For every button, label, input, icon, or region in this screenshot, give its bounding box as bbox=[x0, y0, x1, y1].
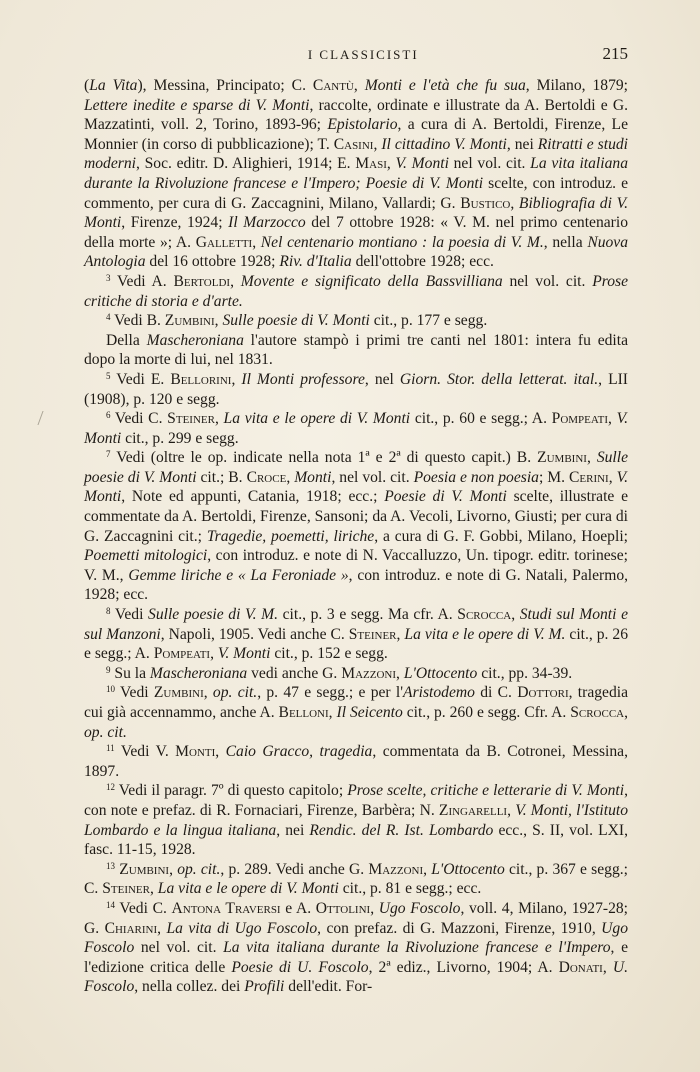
footnote-number: 9 bbox=[106, 664, 111, 675]
text-run: , raccolte, ordinate e illustrate da A. Bertoldi e G. Mazzatinti, voll. 2, Torino, 1893-96; bbox=[84, 96, 628, 134]
text-run: di C. bbox=[474, 684, 518, 702]
italic-title: V. Monti bbox=[395, 155, 449, 173]
italic-title: op. cit. bbox=[212, 684, 258, 702]
text-run: , nella bbox=[543, 233, 588, 251]
footnote-number: 13 bbox=[106, 860, 115, 871]
italic-title: Aristodemo bbox=[403, 684, 475, 702]
page-number: 215 bbox=[602, 44, 628, 63]
footnote-n8 bbox=[84, 605, 628, 664]
italic-title: Rendic. del R. Ist. Lombardo bbox=[309, 821, 494, 839]
italic-title: V. Monti bbox=[84, 468, 629, 506]
text-run: cit., p. 60 e segg.; A. bbox=[410, 410, 552, 428]
footnote-number: 11 bbox=[106, 743, 115, 754]
footnote-n4b bbox=[84, 331, 628, 370]
text-run: cit., p. 81 e segg.; ecc. bbox=[338, 880, 482, 898]
text-run: , bbox=[203, 684, 213, 702]
footnote-cont bbox=[84, 76, 628, 272]
text-run: , Napoli, 1905. Vedi anche C. bbox=[160, 625, 349, 643]
footnote-n11 bbox=[84, 742, 628, 781]
italic-title: La vita italiana durante la Rivoluzione francese e l'Impero; Poesie di V. Monti bbox=[84, 155, 628, 192]
italic-title: Epistolario bbox=[327, 116, 398, 134]
text-run: Vedi (oltre le op. indicate nella nota 1ª e 2ª di questo capit.) B. bbox=[110, 449, 538, 467]
text-run: , bbox=[353, 77, 365, 94]
italic-title: Poesie di U. Foscolo bbox=[231, 958, 369, 976]
text-run: cit., p. 152 e segg. bbox=[270, 645, 388, 663]
italic-title: Ugo Foscolo bbox=[378, 899, 461, 917]
text-run: del 7 ottobre 1928: « V. M. nel primo centenario della morte »; A. bbox=[84, 214, 628, 251]
text-run: , nei bbox=[506, 135, 538, 153]
author-name: Steiner bbox=[348, 625, 397, 643]
text-run: , Milano, 1879; bbox=[525, 77, 628, 94]
author-name: Bustico bbox=[460, 194, 511, 212]
text-run: , tragedia cui già accennammo, anche A. bbox=[84, 684, 629, 721]
text-run: cit., p. 299 e segg. bbox=[121, 429, 239, 447]
footnote-n6 bbox=[84, 409, 628, 448]
text-run: , voll. 4, Milano, 1927-28; G. bbox=[84, 899, 629, 937]
italic-title: Sulle poesie di V. Monti bbox=[222, 312, 370, 330]
italic-title: La vita e le opere di V. Monti bbox=[223, 410, 411, 428]
text-run: nel vol. cit. bbox=[134, 939, 224, 957]
author-name: Antona Traversi bbox=[171, 899, 281, 917]
italic-title: L'Ottocento bbox=[403, 664, 478, 682]
text-run: scelte, con introduz. e commento, per cura di G. Zaccagnini, Milano, Vallardi; G. bbox=[84, 174, 628, 212]
text-run: , con prefaz. di G. Mazzoni, Firenze, 1910, bbox=[317, 919, 602, 937]
text-run: , bbox=[149, 880, 158, 898]
text-run: Vedi il paragr. 7º di questo capitolo; bbox=[115, 782, 348, 800]
italic-title: Il Monti professore bbox=[241, 370, 365, 388]
text-run: Vedi E. bbox=[110, 370, 171, 388]
text-run: , commentata da B. Cotronei, Messina, 1897. bbox=[84, 743, 629, 780]
italic-title: La vita e le opere di V. Monti bbox=[157, 880, 339, 898]
italic-title: Nuova Antologia bbox=[84, 233, 629, 271]
author-name: Scrocca bbox=[570, 704, 625, 721]
text-run: , bbox=[386, 155, 396, 173]
text-run: Della bbox=[106, 331, 147, 349]
text-run: Vedi C. bbox=[115, 899, 172, 917]
text-run: cit.; B. bbox=[196, 468, 247, 486]
text-run: , 2ª ediz., Livorno, 1904; A. bbox=[368, 958, 559, 976]
italic-title: La vita e le opere di V. M. bbox=[404, 625, 566, 643]
italic-title: La Vita bbox=[89, 77, 138, 94]
margin-pencil-mark bbox=[37, 411, 51, 425]
author-name: Zumbini bbox=[119, 860, 170, 878]
text-run: scelte, illustrate e commentate da A. Bertoldi, Firenze, Sansoni; da A. Vecoli, Livorno, Giusti; per cura di G. Zaccagnini cit.; bbox=[84, 488, 628, 545]
text-run: , bbox=[157, 919, 167, 937]
italic-title: Prose scelte, critiche e letterarie di V. Monti bbox=[347, 782, 625, 800]
text-run: dell'edit. For- bbox=[284, 978, 373, 996]
footnote-n14 bbox=[84, 899, 628, 997]
text-run: nel vol. cit. bbox=[502, 272, 593, 290]
text-run: , bbox=[511, 606, 520, 624]
italic-title: Il cittadino V. Monti bbox=[381, 135, 507, 153]
text-run: , bbox=[286, 468, 295, 486]
author-name: Zumbini bbox=[164, 312, 215, 330]
text-run: , bbox=[608, 468, 617, 486]
text-run: , LII (1908), p. 120 e segg. bbox=[84, 370, 628, 408]
footnote-n9 bbox=[84, 664, 628, 684]
author-name: Steiner bbox=[102, 880, 150, 898]
italic-title: Il Marzocco bbox=[228, 214, 306, 232]
author-name: Mazzoni bbox=[341, 664, 397, 682]
author-name: Pompeati bbox=[153, 645, 211, 663]
italic-title: Lettere inedite e sparse di V. Monti bbox=[84, 96, 310, 114]
italic-title: Ugo Foscolo bbox=[84, 919, 629, 957]
footnote-number: 14 bbox=[106, 899, 115, 910]
author-name: Ottolini bbox=[315, 899, 371, 917]
italic-title: Monti bbox=[294, 468, 332, 486]
text-run: , bbox=[252, 233, 261, 251]
page-header bbox=[84, 44, 628, 66]
text-run: l'autore stampò i primi tre canti nel 1801: intera fu edita dopo la morte di lui, nel 1831. bbox=[84, 331, 629, 369]
italic-title: Studi sul Monti e sul Manzoni bbox=[84, 606, 629, 643]
italic-title: Nel centenario montiano : la poesia di V. M. bbox=[260, 233, 544, 251]
author-name: Bellorini bbox=[170, 370, 232, 388]
text-run: , bbox=[586, 449, 597, 467]
italic-title: Ritratti e studi moderni bbox=[84, 135, 628, 173]
author-name: Scrocca bbox=[457, 606, 512, 624]
italic-title: Gemme liriche e « La Feroniade » bbox=[128, 566, 349, 584]
italic-title: Monti e l'età che fu sua bbox=[364, 77, 526, 94]
text-run: nel vol. cit. bbox=[448, 155, 531, 173]
text-run: Vedi B. bbox=[110, 312, 165, 330]
text-run: , bbox=[214, 312, 223, 330]
text-run: , nel bbox=[364, 370, 400, 388]
text-run: , bbox=[169, 860, 178, 878]
italic-title: Poesia e non poesia bbox=[413, 468, 539, 486]
text-run: , nel vol. cit. bbox=[331, 468, 414, 486]
author-name: Cantù bbox=[312, 77, 354, 94]
italic-title: Profili bbox=[244, 978, 285, 996]
text-run: , Note ed appunti, Catania, 1918; ecc.; bbox=[121, 488, 385, 506]
text-run: , a cura di A. Bertoldi, Firenze, Le Monnier (in corso di pubblicazione); T. bbox=[84, 116, 628, 153]
footnote-number: 8 bbox=[106, 606, 111, 617]
text-run: , bbox=[230, 272, 241, 290]
italic-title: Mascheroniana bbox=[146, 331, 244, 349]
author-name: Dottori bbox=[517, 684, 569, 702]
italic-title: La vita italiana durante la Rivoluzione francese e l'Impero bbox=[223, 939, 611, 957]
footnote-n10 bbox=[84, 683, 628, 742]
author-name: Monti bbox=[175, 743, 216, 761]
author-name: Galletti bbox=[195, 233, 253, 251]
author-name: Croce bbox=[246, 468, 287, 486]
italic-title: op. cit. bbox=[177, 860, 221, 878]
footnote-n4 bbox=[84, 311, 628, 331]
italic-title: V. Monti bbox=[217, 645, 271, 663]
author-name: Masi bbox=[355, 155, 387, 173]
text-run: ecc., S. II, vol. LXI, fasc. 11-15, 1928. bbox=[84, 821, 628, 859]
text-run: , bbox=[510, 194, 519, 212]
text-run: , bbox=[396, 625, 405, 643]
author-name: Cerini bbox=[568, 468, 609, 486]
text-run: , Firenze, 1924; bbox=[121, 214, 229, 232]
footnote-n13 bbox=[84, 860, 628, 899]
author-name: Mazzoni bbox=[368, 860, 424, 878]
text-run: ( bbox=[84, 77, 90, 94]
italic-title: Sulle poesie di V. M. bbox=[148, 606, 278, 624]
text-run: , e l'edizione critica delle bbox=[84, 939, 628, 976]
italic-title: Giorn. Stor. della letterat. ital. bbox=[399, 370, 599, 388]
author-name: Belloni bbox=[278, 704, 329, 721]
text-run: cit., p. 260 e segg. Cfr. A. bbox=[402, 704, 571, 721]
text-run: cit., p. 26 e segg.; A. bbox=[84, 625, 628, 663]
author-name: Casini bbox=[333, 135, 374, 153]
italic-title: Poesie di V. Monti bbox=[384, 488, 507, 506]
text-run: ), Messina, Principato; C. bbox=[137, 77, 313, 94]
text-run: , bbox=[231, 370, 242, 388]
author-name: Chiarini bbox=[104, 919, 158, 937]
italic-title: V. Monti, l'Istituto Lombardo e la lingua italiana bbox=[84, 801, 628, 839]
text-run: Vedi V. bbox=[114, 743, 176, 761]
text-run: Vedi bbox=[110, 606, 149, 624]
italic-title: Caio Gracco, tragedia bbox=[225, 743, 373, 761]
text-run: cit., pp. 34-39. bbox=[477, 664, 573, 682]
text-run: del 16 ottobre 1928; bbox=[145, 253, 280, 271]
author-name: Zumbini bbox=[537, 449, 587, 467]
italic-title: Sulle poesie di V. Monti bbox=[84, 449, 628, 486]
footnote-n5 bbox=[84, 370, 628, 409]
author-name: Steiner bbox=[167, 410, 215, 428]
italic-title: Mascheroniana bbox=[149, 664, 248, 682]
author-name: Donati bbox=[558, 958, 603, 976]
text-run: , bbox=[210, 645, 218, 663]
italic-title: La vita di Ugo Foscolo bbox=[166, 919, 318, 937]
running-title: I CLASSICISTI bbox=[307, 47, 419, 62]
italic-title: Movente e significato della Bassvilliana bbox=[240, 272, 503, 290]
footnotes-block bbox=[84, 76, 628, 997]
footnote-n12 bbox=[84, 781, 628, 859]
text-run: ; M. bbox=[538, 468, 569, 486]
author-name: Zingarelli bbox=[438, 801, 508, 819]
text-run: cit., p. 367 e segg.; C. bbox=[84, 860, 628, 898]
italic-title: Riv. d'Italia bbox=[279, 253, 352, 271]
italic-title: op. cit. bbox=[84, 723, 127, 741]
footnote-number: 12 bbox=[106, 782, 115, 793]
author-name: Pompeati bbox=[551, 410, 608, 428]
italic-title: L'Ottocento bbox=[431, 860, 505, 878]
footnote-number: 7 bbox=[106, 449, 111, 460]
text-run: , con note e prefaz. di R. Fornaciari, Firenze, Barbèra; N. bbox=[84, 782, 628, 819]
text-run: , a cura di G. F. Gobbi, Milano, Hoepli; bbox=[374, 527, 628, 545]
text-run: , bbox=[370, 899, 379, 917]
text-run: , nella collez. dei bbox=[134, 978, 245, 996]
text-run: , nei bbox=[276, 821, 310, 839]
text-run: , bbox=[423, 860, 432, 878]
text-run: , con introduz. e note di N. Vaccalluzzo, Un. tipogr. editr. torinese; V. M., bbox=[84, 547, 628, 584]
italic-title: Il Seicento bbox=[336, 704, 403, 721]
text-run: e A. bbox=[280, 899, 316, 917]
text-run: , bbox=[624, 704, 629, 721]
text-run: , bbox=[328, 704, 337, 721]
text-run: cit., p. 177 e segg. bbox=[369, 312, 488, 330]
author-name: Zumbini bbox=[153, 684, 204, 702]
italic-title: Prose critiche di storia e d'arte. bbox=[84, 272, 629, 310]
footnote-number: 4 bbox=[106, 312, 111, 323]
text-run: , bbox=[602, 958, 613, 976]
text-run: Vedi C. bbox=[110, 410, 168, 428]
text-run: Su la bbox=[110, 664, 150, 682]
footnote-number: 5 bbox=[106, 370, 111, 381]
footnote-n7 bbox=[84, 448, 628, 605]
text-run: , bbox=[507, 801, 516, 819]
italic-title: Tragedie, poemetti, liriche bbox=[206, 527, 375, 545]
italic-title: Poemetti mitologici bbox=[84, 547, 208, 565]
text-run: , bbox=[215, 743, 226, 761]
footnote-number: 3 bbox=[106, 272, 111, 283]
text-run: Vedi A. bbox=[110, 272, 174, 290]
italic-title: V. Monti bbox=[84, 410, 629, 447]
author-name: Bertoldi bbox=[173, 272, 231, 290]
italic-title: U. Foscolo bbox=[84, 958, 628, 996]
footnote-n3 bbox=[84, 272, 628, 311]
text-run: , bbox=[214, 410, 224, 428]
text-run: dell'ottobre 1928; ecc. bbox=[351, 253, 494, 271]
text-run: , p. 47 e segg.; e per l' bbox=[257, 684, 404, 702]
text-run: cit., p. 3 e segg. Ma cfr. A. bbox=[277, 606, 458, 624]
footnote-number: 6 bbox=[106, 410, 111, 421]
text-run: vedi anche G. bbox=[247, 664, 342, 682]
text-run: , bbox=[373, 135, 382, 153]
footnote-number: 10 bbox=[106, 684, 115, 695]
text-run: , Soc. editr. D. Alighieri, 1914; E. bbox=[135, 155, 356, 173]
italic-title: Bibliografia di V. Monti bbox=[84, 194, 628, 232]
text-run: , con introduz. e note di G. Natali, Palermo, 1928; ecc. bbox=[84, 566, 629, 604]
text-run: Vedi bbox=[115, 684, 154, 702]
text-run: , p. 289. Vedi anche G. bbox=[220, 860, 369, 878]
text-run: , bbox=[396, 664, 404, 682]
text-run: , bbox=[608, 410, 617, 428]
